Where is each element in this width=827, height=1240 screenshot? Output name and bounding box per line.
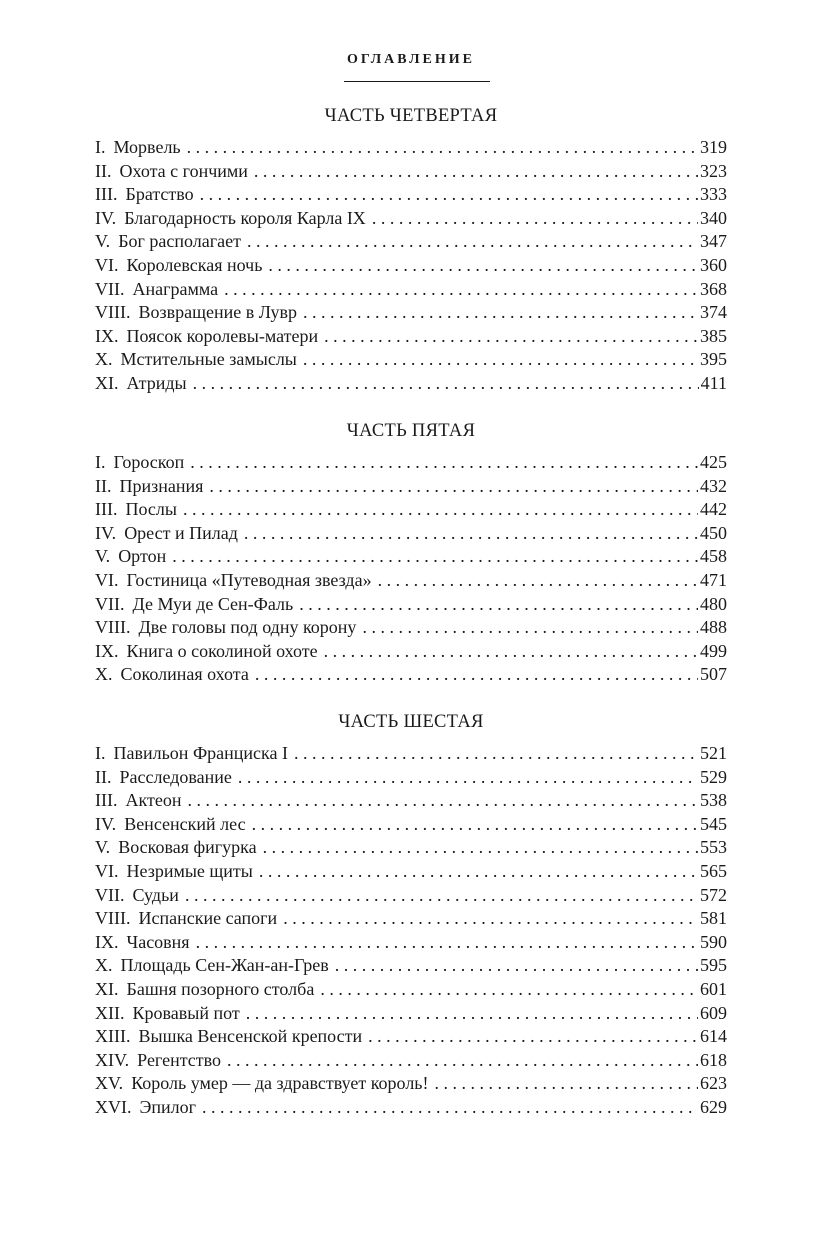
entry-title: Возвращение в Лувр <box>138 302 297 323</box>
entry-title: Де Муи де Сен-Фаль <box>132 593 294 614</box>
leader-dots <box>238 766 698 790</box>
leader-dots <box>324 325 698 349</box>
part-6-entries <box>95 742 727 1120</box>
toc-entry[interactable] <box>95 498 727 522</box>
leader-dots <box>190 451 698 475</box>
toc-entry[interactable] <box>95 1002 727 1026</box>
entry-page: 499 <box>700 640 727 661</box>
toc-entry[interactable] <box>95 207 727 231</box>
entry-page: 480 <box>700 593 727 614</box>
leader-dots <box>320 978 698 1002</box>
entry-title: Испанские сапоги <box>138 908 278 929</box>
entry-page: 488 <box>700 617 727 638</box>
entry-number: VIII. <box>95 617 131 638</box>
entry-title: Вышка Венсенской крепости <box>138 1026 363 1047</box>
entry-title: Королевская ночь <box>126 254 263 275</box>
toc-entry[interactable] <box>95 931 727 955</box>
entry-number: XI. <box>95 978 119 999</box>
leader-dots <box>187 136 698 160</box>
toc-entry[interactable] <box>95 136 727 160</box>
entry-number: III. <box>95 790 118 811</box>
leader-dots <box>185 884 698 908</box>
entry-page: 590 <box>700 931 727 952</box>
entry-page: 411 <box>700 372 727 393</box>
entry-title: Благодарность короля Карла IX <box>124 207 366 228</box>
entry-page: 629 <box>700 1096 727 1117</box>
toc-entry[interactable] <box>95 742 727 766</box>
entry-number: VI. <box>95 860 119 881</box>
toc-entry[interactable] <box>95 348 727 372</box>
entry-title: Соколиная охота <box>120 664 249 685</box>
entry-title: Расследование <box>119 766 232 787</box>
entry-number: X. <box>95 955 113 976</box>
entry-page: 595 <box>700 955 727 976</box>
entry-title: Анаграмма <box>132 278 219 299</box>
leader-dots <box>202 1096 698 1120</box>
entry-number: III. <box>95 499 118 520</box>
entry-page: 385 <box>700 325 727 346</box>
entry-title: Регентство <box>137 1049 222 1070</box>
entry-title: Гороскоп <box>113 452 185 472</box>
entry-title: Мстительные замыслы <box>120 349 297 370</box>
leader-dots <box>254 160 698 184</box>
leader-dots <box>255 663 698 687</box>
leader-dots <box>227 1049 698 1073</box>
entry-page: 323 <box>700 160 727 181</box>
leader-dots <box>268 254 698 278</box>
entry-number: II. <box>95 475 112 496</box>
leader-dots <box>224 278 698 302</box>
entry-number: II. <box>95 766 112 787</box>
leader-dots <box>263 836 698 860</box>
entry-number: I. <box>95 452 106 472</box>
entry-number: IX. <box>95 640 119 661</box>
entry-page: 347 <box>700 231 727 252</box>
entry-title: Судьи <box>132 884 179 905</box>
entry-number: IV. <box>95 522 117 543</box>
entry-title: Поясок королевы-матери <box>126 325 319 346</box>
toc-entry[interactable] <box>95 836 727 860</box>
toc-entry[interactable] <box>95 183 727 207</box>
entry-title: Книга о соколиной охоте <box>126 640 318 661</box>
toc-entry[interactable] <box>95 813 727 837</box>
entry-page: 609 <box>700 1002 727 1023</box>
entry-title: Король умер — да здравствует король! <box>131 1073 429 1094</box>
leader-dots <box>435 1072 698 1096</box>
entry-page: 471 <box>700 569 727 590</box>
toc-entry[interactable] <box>95 663 727 687</box>
entry-title: Кровавый пот <box>132 1002 240 1023</box>
toc-entry[interactable] <box>95 907 727 931</box>
toc-entry[interactable] <box>95 278 727 302</box>
toc-entry[interactable] <box>95 766 727 790</box>
entry-number: VII. <box>95 884 125 905</box>
toc-entry[interactable] <box>95 616 727 640</box>
leader-dots <box>299 593 698 617</box>
entry-title: Эпилог <box>139 1096 197 1117</box>
entry-title: Морвель <box>113 137 181 157</box>
leader-dots <box>372 207 698 231</box>
toc-entry[interactable] <box>95 254 727 278</box>
entry-page: 614 <box>700 1026 727 1047</box>
title-divider <box>344 81 490 82</box>
leader-dots <box>378 569 698 593</box>
entry-title: Орест и Пилад <box>124 522 238 543</box>
entry-page: 553 <box>700 837 727 858</box>
entry-page: 395 <box>700 349 727 370</box>
leader-dots <box>294 742 698 766</box>
part-heading-4: ЧАСТЬ ЧЕТВЕРТАЯ <box>324 106 498 126</box>
leader-dots <box>247 230 698 254</box>
entry-title: Актеон <box>125 790 182 811</box>
entry-number: XII. <box>95 1002 125 1023</box>
entry-number: I. <box>95 743 106 763</box>
toc-entry[interactable] <box>95 860 727 884</box>
leader-dots <box>200 183 698 207</box>
entry-title: Две головы под одну корону <box>138 617 357 638</box>
entry-page: 340 <box>700 207 727 228</box>
leader-dots <box>335 954 698 978</box>
leader-dots <box>303 301 698 325</box>
entry-number: VII. <box>95 278 125 299</box>
entry-page: 538 <box>700 790 727 811</box>
entry-page: 545 <box>700 813 727 834</box>
toc-entry[interactable] <box>95 372 727 396</box>
entry-page: 442 <box>700 499 727 520</box>
entry-number: IV. <box>95 813 117 834</box>
entry-page: 374 <box>700 302 727 323</box>
leader-dots <box>196 931 698 955</box>
entry-title: Незримые щиты <box>126 860 253 881</box>
page-title: ОГЛАВЛЕНИЕ <box>347 52 475 67</box>
entry-title: Признания <box>119 475 204 496</box>
entry-title: Башня позорного столба <box>126 978 315 999</box>
toc-entry[interactable] <box>95 545 727 569</box>
toc-entry[interactable] <box>95 451 727 475</box>
toc-entry[interactable] <box>95 230 727 254</box>
leader-dots <box>362 616 698 640</box>
leader-dots <box>252 813 698 837</box>
entry-number: IX. <box>95 325 119 346</box>
part-heading-5: ЧАСТЬ ПЯТАЯ <box>346 421 476 441</box>
toc-entry[interactable] <box>95 160 727 184</box>
entry-number: III. <box>95 184 118 205</box>
entry-number: XVI. <box>95 1096 132 1117</box>
entry-title: Часовня <box>126 931 190 952</box>
toc-entry[interactable] <box>95 569 727 593</box>
entry-title: Павильон Франциска I <box>113 743 288 763</box>
entry-number: XIV. <box>95 1049 130 1070</box>
entry-number: VIII. <box>95 908 131 929</box>
entry-number: VIII. <box>95 302 131 323</box>
entry-number: IX. <box>95 931 119 952</box>
entry-number: XI. <box>95 372 119 393</box>
entry-page: 565 <box>700 860 727 881</box>
entry-page: 601 <box>700 978 727 999</box>
leader-dots <box>187 789 698 813</box>
entry-page: 521 <box>700 743 727 763</box>
toc-entry[interactable] <box>95 1096 727 1120</box>
entry-title: Послы <box>125 499 177 520</box>
entry-number: XV. <box>95 1073 124 1094</box>
entry-title: Братство <box>125 184 194 205</box>
leader-dots <box>324 640 698 664</box>
entry-title: Бог располагает <box>118 231 241 252</box>
part-5-entries <box>95 451 727 687</box>
leader-dots <box>283 907 698 931</box>
entry-page: 458 <box>700 546 727 567</box>
entry-title: Гостиница «Путеводная звезда» <box>126 569 372 590</box>
entry-number: V. <box>95 837 111 858</box>
leader-dots <box>244 522 698 546</box>
toc-entry[interactable] <box>95 522 727 546</box>
part-heading-6: ЧАСТЬ ШЕСТАЯ <box>338 712 484 732</box>
leader-dots <box>193 372 699 396</box>
entry-number: V. <box>95 231 111 252</box>
toc-entry[interactable] <box>95 954 727 978</box>
entry-page: 319 <box>700 137 727 157</box>
toc-entry[interactable] <box>95 1049 727 1073</box>
entry-title: Охота с гончими <box>119 160 248 181</box>
entry-number: V. <box>95 546 111 567</box>
toc-entry[interactable] <box>95 325 727 349</box>
entry-page: 623 <box>700 1073 727 1094</box>
entry-page: 450 <box>700 522 727 543</box>
toc-entry[interactable] <box>95 593 727 617</box>
toc-entry[interactable] <box>95 884 727 908</box>
toc-entry[interactable] <box>95 475 727 499</box>
entry-page: 360 <box>700 254 727 275</box>
entry-number: IV. <box>95 207 117 228</box>
entry-title: Атриды <box>126 372 187 393</box>
entry-page: 425 <box>700 452 727 472</box>
entry-page: 572 <box>700 884 727 905</box>
leader-dots <box>246 1002 698 1026</box>
entry-number: X. <box>95 664 113 685</box>
toc-entry[interactable] <box>95 640 727 664</box>
leader-dots <box>368 1025 698 1049</box>
entry-page: 581 <box>700 908 727 929</box>
entry-title: Ортон <box>118 546 167 567</box>
toc-entry[interactable] <box>95 301 727 325</box>
entry-number: I. <box>95 137 106 157</box>
leader-dots <box>183 498 698 522</box>
entry-page: 333 <box>700 184 727 205</box>
entry-page: 529 <box>700 766 727 787</box>
toc-entry[interactable] <box>95 1072 727 1096</box>
part-4-entries <box>95 136 727 396</box>
entry-page: 368 <box>700 278 727 299</box>
entry-number: XIII. <box>95 1026 131 1047</box>
entry-number: X. <box>95 349 113 370</box>
toc-entry[interactable] <box>95 1025 727 1049</box>
entry-page: 618 <box>700 1049 727 1070</box>
leader-dots <box>259 860 698 884</box>
entry-number: VII. <box>95 593 125 614</box>
entry-title: Площадь Сен-Жан-ан-Грев <box>120 955 329 976</box>
leader-dots <box>303 348 698 372</box>
leader-dots <box>209 475 698 499</box>
entry-page: 507 <box>700 664 727 685</box>
leader-dots <box>172 545 698 569</box>
entry-number: VI. <box>95 254 119 275</box>
toc-entry[interactable] <box>95 978 727 1002</box>
entry-title: Венсенский лес <box>124 813 246 834</box>
entry-number: II. <box>95 160 112 181</box>
toc-entry[interactable] <box>95 789 727 813</box>
entry-title: Восковая фигурка <box>118 837 257 858</box>
entry-number: VI. <box>95 569 119 590</box>
entry-page: 432 <box>700 475 727 496</box>
